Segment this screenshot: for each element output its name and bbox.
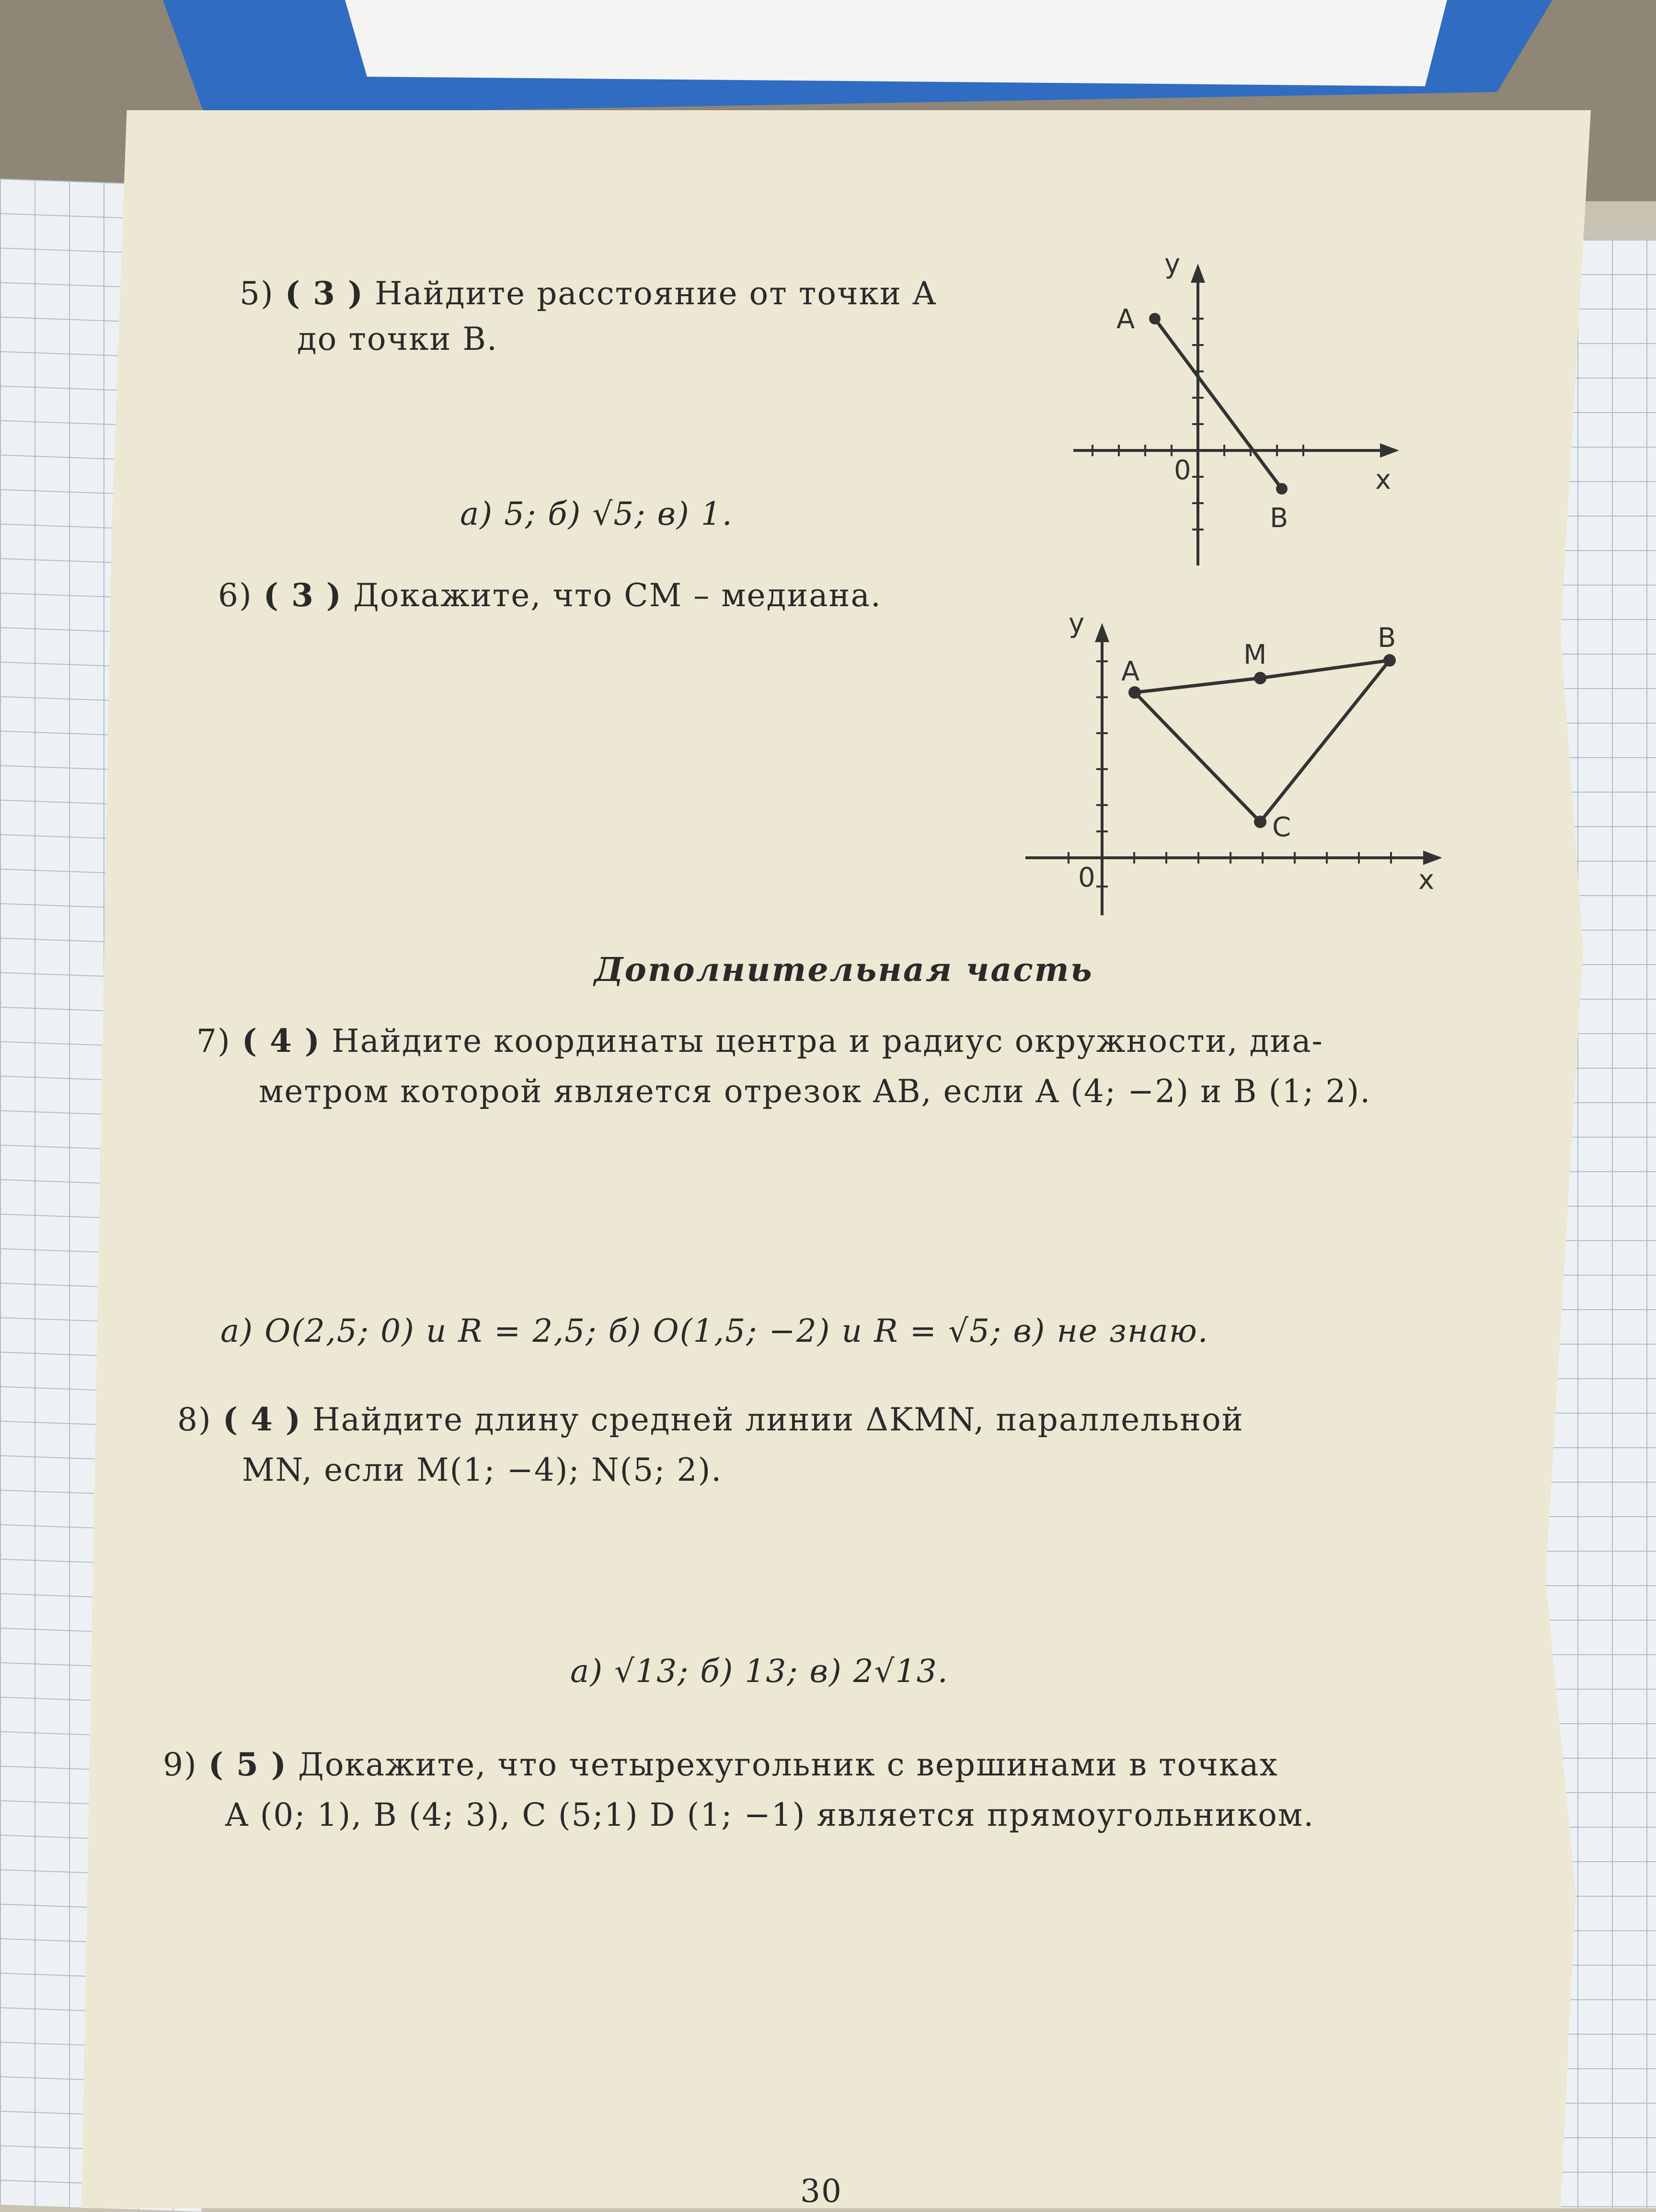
- label-a: A: [1121, 656, 1140, 687]
- x-arrow: [1423, 851, 1442, 865]
- point-c: [1254, 816, 1266, 828]
- task-text: Найдите координаты центра и радиус окружности, диа-: [332, 1023, 1323, 1060]
- task-text: Найдите расстояние от точки A: [375, 275, 937, 312]
- task-number: 8): [177, 1401, 212, 1438]
- label-a: A: [1116, 304, 1135, 335]
- label-x: x: [1418, 864, 1435, 896]
- figure-1-graph: [1054, 249, 1418, 585]
- point-b: [1276, 483, 1288, 495]
- task-points: ( 3 ): [285, 275, 364, 312]
- task-7: [196, 1021, 1323, 1062]
- task-number: 9): [163, 1746, 197, 1783]
- label-x: x: [1375, 464, 1392, 495]
- point-m: [1254, 672, 1266, 684]
- task-number: 5): [240, 275, 274, 312]
- task-9: [163, 1744, 1278, 1786]
- label-b: B: [1270, 503, 1288, 534]
- point-a: [1128, 686, 1141, 699]
- task-text: Найдите длину средней линии ΔKMN, параллельной: [312, 1401, 1244, 1438]
- label-y: y: [1069, 608, 1085, 639]
- task-number: 6): [218, 577, 253, 614]
- task-5-answers: а) 5; б) √5; в) 1.: [460, 495, 733, 532]
- task-points: ( 4 ): [242, 1022, 321, 1060]
- task-9-line2: A (0; 1), B (4; 3), C (5;1) D (1; −1) является прямоугольником.: [225, 1797, 1315, 1833]
- task-text: Докажите, что CM – медиана.: [353, 577, 882, 614]
- label-origin: 0: [1078, 862, 1095, 893]
- task-7-answers: а) O(2,5; 0) и R = 2,5; б) O(1,5; −2) и R = √5; в) не знаю.: [220, 1313, 1209, 1349]
- task-6: [218, 575, 882, 616]
- label-y: y: [1164, 249, 1181, 280]
- triangle-abc: [1135, 660, 1390, 822]
- task-points: ( 4 ): [222, 1401, 302, 1438]
- task-points: ( 3 ): [263, 576, 343, 614]
- task-points: ( 5 ): [208, 1746, 288, 1783]
- point-b: [1383, 654, 1396, 667]
- label-origin: 0: [1174, 455, 1191, 486]
- x-arrow: [1380, 443, 1399, 458]
- task-5-line2: до точки B.: [297, 321, 498, 357]
- label-m: M: [1243, 639, 1267, 670]
- label-b: B: [1378, 622, 1396, 654]
- task-8-line2: MN, если M(1; −4); N(5; 2).: [242, 1452, 723, 1488]
- y-arrow: [1191, 264, 1205, 283]
- task-text: Докажите, что четырехугольник с вершинами в точках: [298, 1746, 1278, 1783]
- task-5: [240, 273, 937, 314]
- point-a: [1149, 313, 1161, 324]
- page-number: 30: [800, 2173, 842, 2210]
- task-8: [177, 1399, 1244, 1440]
- task-8-answers: а) √13; б) 13; в) 2√13.: [570, 1653, 949, 1690]
- y-arrow: [1095, 623, 1109, 642]
- figure-2-graph: [1006, 604, 1457, 930]
- task-7-line2: метром которой является отрезок AB, если A (4; −2) и B (1; 2).: [259, 1073, 1371, 1110]
- label-c: C: [1272, 812, 1291, 843]
- section-heading: Дополнительная часть: [594, 951, 1093, 989]
- task-number: 7): [196, 1023, 231, 1060]
